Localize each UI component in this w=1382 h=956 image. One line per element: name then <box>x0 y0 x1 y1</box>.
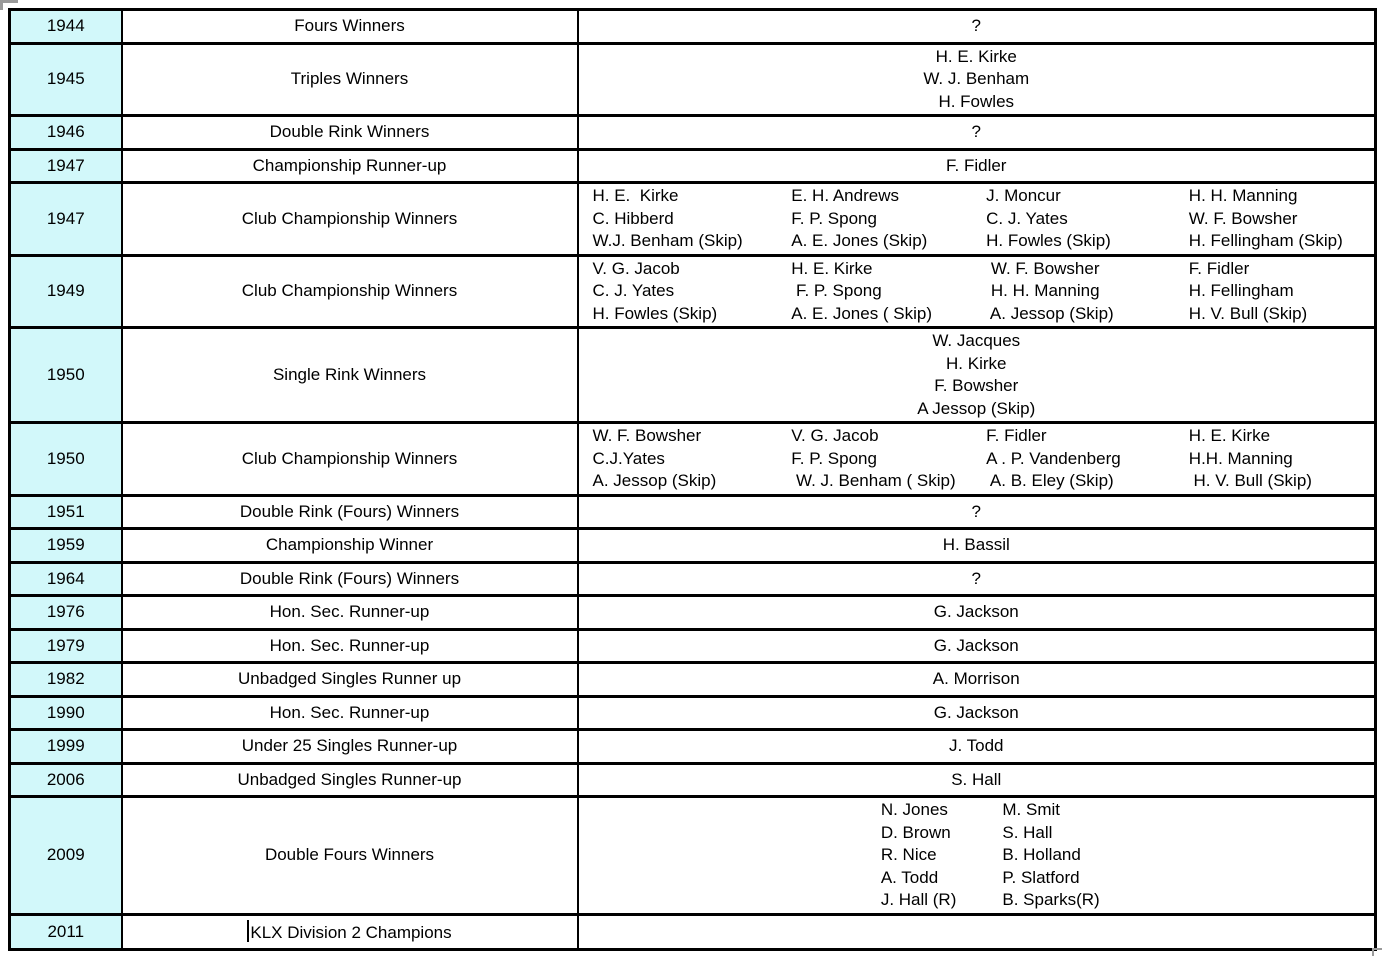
year-cell[interactable]: 1947 <box>10 149 122 183</box>
winner-name: H. H. Manning <box>1188 186 1298 205</box>
winners-cell[interactable] <box>578 763 1376 797</box>
winner-name: F. P. Spong <box>791 281 882 300</box>
winners-cell[interactable] <box>578 629 1376 663</box>
winner-name: H. Fowles (Skip) <box>986 231 1111 250</box>
award-title-cell[interactable] <box>122 914 578 950</box>
award-title: Double Rink (Fours) Winners <box>239 568 460 588</box>
winner-name: ? <box>971 16 981 35</box>
winner-name: H. Fowles <box>938 91 1015 111</box>
award-title-cell[interactable] <box>122 529 578 563</box>
table-row <box>10 596 1376 630</box>
award-title: Under 25 Singles Runner-up <box>241 736 458 755</box>
award-title: Double Fours Winners <box>264 845 435 864</box>
winner-name: A. Jessop (Skip) <box>986 303 1114 323</box>
winner-name: V. G. Jacob <box>791 426 879 445</box>
year-cell[interactable]: 1990 <box>10 696 122 730</box>
corner-mark-vertical <box>1372 948 1374 956</box>
table-row <box>10 149 1376 183</box>
winner-name: H. E. Kirke <box>1188 426 1271 445</box>
rink-team-column <box>986 425 1189 493</box>
rink-team-column <box>791 185 986 253</box>
winner-name: ? <box>971 501 981 521</box>
winner-name: H.H. Manning <box>1188 448 1293 468</box>
award-title: Triples Winners <box>290 69 409 88</box>
winner-name: C. J. Yates <box>986 208 1068 228</box>
award-title-cell[interactable] <box>122 43 578 116</box>
winners-cell[interactable] <box>578 149 1376 183</box>
award-title: KLX Division 2 Champions <box>250 922 452 942</box>
table-row <box>10 328 1376 423</box>
year-cell[interactable]: 1946 <box>10 116 122 150</box>
award-title: Championship Runner-up <box>252 155 447 175</box>
table-row <box>10 10 1376 44</box>
winner-name: H. Bassil <box>942 535 1010 554</box>
rink-team-column <box>593 185 792 253</box>
award-title-cell[interactable] <box>122 183 578 256</box>
winners-cell[interactable] <box>578 529 1376 563</box>
award-title-cell[interactable] <box>122 255 578 328</box>
rink-team-column <box>593 258 792 326</box>
winner-name: J. Moncur <box>986 186 1061 205</box>
winners-four-column-layout <box>581 258 1373 326</box>
winner-name: B. Holland <box>1002 845 1081 864</box>
table-row <box>10 116 1376 150</box>
award-title: Hon. Sec. Runner-up <box>269 602 430 621</box>
year-cell[interactable]: 1982 <box>10 663 122 697</box>
winners-cell[interactable] <box>578 730 1376 764</box>
winner-name: C.J.Yates <box>592 448 665 468</box>
awards-table-body <box>10 10 1376 950</box>
winner-name: E. H. Andrews <box>791 186 899 205</box>
winner-name: A Jessop (Skip) <box>917 398 1036 418</box>
winner-name: ? <box>971 122 981 141</box>
table-row <box>10 914 1376 950</box>
winner-name: R. Nice <box>880 845 937 864</box>
winner-name: H. E. Kirke <box>592 186 679 205</box>
table-row <box>10 797 1376 915</box>
winners-cell[interactable] <box>578 797 1376 915</box>
year-cell[interactable]: 2009 <box>10 797 122 915</box>
team-column <box>1002 799 1099 912</box>
winner-name: B. Sparks(R) <box>1002 890 1100 909</box>
winner-name: W. Jacques <box>932 331 1021 350</box>
corner-mark-vertical <box>0 0 3 10</box>
winner-name: H. Kirke <box>946 353 1007 373</box>
winners-cell[interactable] <box>578 10 1376 44</box>
winner-name: F. Fidler <box>1188 258 1250 278</box>
table-row <box>10 730 1376 764</box>
award-title: Club Championship Winners <box>241 281 458 300</box>
year-cell[interactable]: 1950 <box>10 328 122 423</box>
rink-team-column <box>791 258 986 326</box>
table-row <box>10 629 1376 663</box>
winners-cell[interactable] <box>578 255 1376 328</box>
winner-name: F. P. Spong <box>791 208 877 228</box>
award-title: Unbadged Singles Runner up <box>237 669 462 688</box>
year-cell[interactable]: 1959 <box>10 529 122 563</box>
year-cell[interactable]: 1945 <box>10 43 122 116</box>
award-title-cell[interactable] <box>122 763 578 797</box>
table-row <box>10 562 1376 596</box>
table-row <box>10 255 1376 328</box>
table-row <box>10 183 1376 256</box>
winner-name: H. E. Kirke <box>791 258 873 278</box>
winner-name: W.J. Benham (Skip) <box>592 231 743 250</box>
rink-team-column <box>1189 425 1372 493</box>
winner-name: P. Slatford <box>1002 867 1080 887</box>
winner-name: A. E. Jones ( Skip) <box>791 303 933 323</box>
year-cell[interactable]: 1949 <box>10 255 122 328</box>
year-cell[interactable]: 1944 <box>10 10 122 44</box>
winner-name: F. Bowsher <box>934 376 1019 395</box>
rink-team-column <box>986 258 1189 326</box>
winners-four-column-layout <box>581 425 1373 493</box>
winner-name: ? <box>971 568 981 588</box>
winner-name: V. G. Jacob <box>592 258 680 278</box>
winner-name: A. E. Jones (Skip) <box>791 231 928 250</box>
winner-name: J. Hall (R) <box>880 890 957 909</box>
honours-table <box>8 8 1377 951</box>
winner-name: A. Todd <box>880 867 939 887</box>
award-title: Double Rink Winners <box>269 122 430 141</box>
winner-name: H. E. Kirke <box>935 46 1017 66</box>
rink-team-column <box>986 185 1189 253</box>
year-cell[interactable]: 1999 <box>10 730 122 764</box>
award-title: Championship Winner <box>265 535 434 554</box>
winner-name: A. Jessop (Skip) <box>592 471 717 490</box>
award-title-cell[interactable] <box>122 797 578 915</box>
winner-name: G. Jackson <box>933 602 1019 621</box>
table-row <box>10 763 1376 797</box>
winners-cell[interactable] <box>578 663 1376 697</box>
winner-name: M. Smit <box>1002 800 1060 819</box>
winner-name: F. P. Spong <box>791 448 877 468</box>
award-title: Club Championship Winners <box>241 208 458 228</box>
winners-cell[interactable] <box>578 423 1376 496</box>
winner-name: H. V. Bull (Skip) <box>1188 303 1308 323</box>
year-cell[interactable]: 1979 <box>10 629 122 663</box>
winner-name: G. Jackson <box>933 702 1019 722</box>
award-title: Single Rink Winners <box>272 364 427 384</box>
award-title-cell[interactable] <box>122 10 578 44</box>
winner-name: D. Brown <box>880 822 951 842</box>
winners-cell[interactable] <box>578 328 1376 423</box>
award-title-cell[interactable] <box>122 562 578 596</box>
year-cell[interactable]: 1964 <box>10 562 122 596</box>
award-title-cell[interactable] <box>122 116 578 150</box>
winner-name: W. J. Benham <box>923 69 1030 88</box>
table-row <box>10 43 1376 116</box>
award-title-cell[interactable] <box>122 696 578 730</box>
winners-cell[interactable] <box>578 183 1376 256</box>
winners-two-column-layout <box>595 799 1382 912</box>
rink-team-column <box>593 425 792 493</box>
award-title: Hon. Sec. Runner-up <box>269 635 430 655</box>
winners-four-column-layout <box>581 185 1373 253</box>
year-cell[interactable]: 1951 <box>10 495 122 529</box>
winner-name: W. J. Benham ( Skip) <box>791 471 956 490</box>
table-resize-handle-mark <box>1372 948 1382 956</box>
winner-name: S. Hall <box>1002 822 1053 842</box>
year-cell[interactable]: 2011 <box>10 914 122 950</box>
award-title-cell[interactable] <box>122 730 578 764</box>
winner-name: C. J. Yates <box>592 281 675 300</box>
winner-name: H. Fellingham <box>1188 281 1294 300</box>
winner-name: W. F. Bowsher <box>592 426 702 445</box>
table-row <box>10 423 1376 496</box>
winner-name: H. V. Bull (Skip) <box>1188 471 1312 490</box>
award-title-cell[interactable] <box>122 596 578 630</box>
award-title: Unbadged Singles Runner-up <box>237 769 462 789</box>
rink-team-column <box>1189 185 1372 253</box>
winner-name: N. Jones <box>880 800 948 819</box>
winner-name: W. F. Bowsher <box>1188 208 1298 228</box>
award-title-cell[interactable] <box>122 423 578 496</box>
winner-name: F. Fidler <box>946 155 1007 175</box>
winners-cell[interactable] <box>578 43 1376 116</box>
winner-name: C. Hibberd <box>592 208 674 228</box>
winner-name: W. F. Bowsher <box>986 258 1100 278</box>
winner-name: A. Morrison <box>932 669 1020 688</box>
table-row <box>10 663 1376 697</box>
year-cell[interactable]: 1947 <box>10 183 122 256</box>
award-title-cell[interactable] <box>122 629 578 663</box>
winners-cell[interactable] <box>578 696 1376 730</box>
winner-name: A. B. Eley (Skip) <box>986 471 1114 490</box>
winner-name: F. Fidler <box>986 426 1047 445</box>
table-row <box>10 495 1376 529</box>
winner-name: A . P. Vandenberg <box>986 448 1121 468</box>
winners-cell[interactable] <box>578 596 1376 630</box>
winners-cell[interactable] <box>578 116 1376 150</box>
winner-name: J. Todd <box>948 736 1004 755</box>
table-row <box>10 529 1376 563</box>
award-title-cell[interactable] <box>122 149 578 183</box>
award-title: Fours Winners <box>294 16 405 35</box>
table-row <box>10 696 1376 730</box>
award-title: Club Championship Winners <box>241 448 458 468</box>
award-title-cell[interactable] <box>122 663 578 697</box>
year-cell[interactable]: 2006 <box>10 763 122 797</box>
award-title: Double Rink (Fours) Winners <box>239 501 460 521</box>
award-title-cell[interactable] <box>122 328 578 423</box>
winner-name: S. Hall <box>951 769 1002 789</box>
rink-team-column <box>791 425 986 493</box>
winner-name: G. Jackson <box>933 635 1019 655</box>
award-title-cell[interactable] <box>122 495 578 529</box>
winner-name: H. Fowles (Skip) <box>592 303 718 323</box>
award-title: Hon. Sec. Runner-up <box>269 702 430 722</box>
winners-cell[interactable] <box>578 562 1376 596</box>
year-cell[interactable]: 1976 <box>10 596 122 630</box>
winner-name: H. Fellingham (Skip) <box>1188 231 1343 250</box>
winner-name: H. H. Manning <box>986 281 1100 300</box>
team-column <box>881 799 957 912</box>
winners-cell[interactable] <box>578 914 1376 950</box>
year-cell[interactable]: 1950 <box>10 423 122 496</box>
winners-cell[interactable] <box>578 495 1376 529</box>
rink-team-column <box>1189 258 1372 326</box>
